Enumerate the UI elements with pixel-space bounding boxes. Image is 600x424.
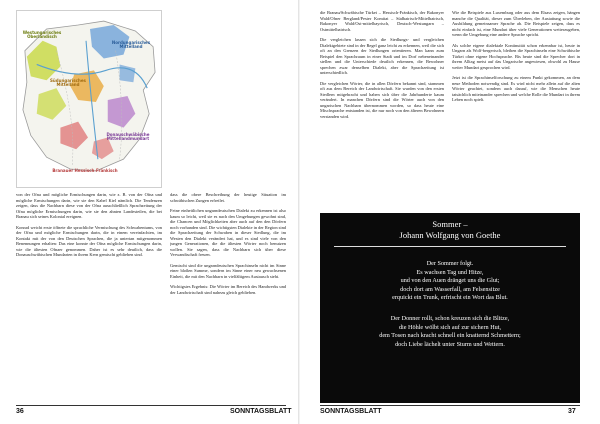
left-page-column-2: [170, 192, 286, 404]
poem-line: doch dort am Wasserfall, am Felsensitze: [400, 285, 500, 293]
paragraph: die Branau/Schwäbische Türkei – Hessisch-Fränkisch, der Bakonyer Wald/Ofner Bergland/Pester Komitat – Südbairisch-Mittelbairisch, Bakonyer Wald/Ost-mittelbayrisch, Deutsch-Westungarn – Ostmittelbairisch.: [320, 10, 444, 32]
left-page-column-1: [16, 192, 162, 404]
paragraph: dass die obere Beschreibung der heutige Situation im schwäbischen Zungen erfreilet.: [170, 192, 286, 203]
map-label-west: Westungarisches Oberlandisch: [22, 30, 62, 40]
poem-line: Es wachsen Tag und Hitze,: [416, 268, 484, 276]
right-page-column-2: [452, 10, 580, 206]
paragraph: Die vergleichen Wörter, die in allen Dörfern bekannt sind, stammen oft aus dem Bereich der Landwirtschaft. Sie wurden von den ersten Siedlern mitgebracht und haben sich über die Jahrhunderte kaum verändert. In manchen Dörfern sind die Wörter auch von den ungarischen Nachbarn übernommen worden, so dass heute eine Mischsprache entstanden ist, die nur noch von den älteren Bewohnern verstanden wird.: [320, 80, 444, 119]
map-label-south: Südungarisches Mittelland: [50, 78, 86, 88]
poem-author: Johann Wolfgang von Goethe: [399, 230, 501, 240]
paragraph: von der Ofna und mögliche Ermischungen darin, wie z. B. von der Ofna und mögliche Ermischungen darin, wie sie den Kabel Kiel nämlich. Die Tendenzen zeigen, dass die Nachbarn diese von der Ofna ausschließlich Sprachzeitung der Ofna mögliche Ermischungen darin, wie sie den ahnten Landesteilen, die bei Branau sich seines Kolonial ereignen.: [16, 192, 162, 219]
paragraph: Wie die Beispiele aus Luxemburg oder aus dem Elsass zeigen, hängen manche die Qualität, dieser zum Überleben, der Austattung sowie die Ausbildung gemeinsamer Sprache ab. Die Beispiele zeigen, dass es nicht einfach ist, eine Mundart über viele Generationen weiterzugeben, wenn die Umgebung eine andere Sprache spricht.: [452, 10, 580, 37]
poem-box: [320, 213, 580, 403]
poem-divider: [334, 246, 566, 247]
poem-line: dem Tosen nach kracht schnell ein knatternd Schmettern;: [379, 332, 521, 340]
poem-line: doch Liebe lächelt unter Sturm und Wettern.: [395, 340, 505, 348]
poem-line: und von den Auen dränget uns die Glut;: [400, 277, 500, 285]
publication-title: SONNTAGSBLATT: [320, 408, 382, 415]
poem-stanza-2: [330, 315, 570, 349]
right-page-column-1: [320, 10, 444, 206]
poem-stanza-1: [330, 260, 570, 303]
poem-line: erquickt ein Trunk, erfrischt ein Wort das Blut.: [392, 294, 508, 302]
paragraph: Feine einheitlichen ungarndeutschen Dialekt zu erkennen ist also kaum so leicht, weil sie es nach den Umgebungen gewohnt sind, die Chancen und Möglichkeiten aber auch auf den den Dörfern noch vorhanden sind. Die wichtigsten Dialekte in der Region sind die Sprachzeitung der Schwaben in dieser Siedlung, die im Westen den Dialekt verändert hat, und es sind viele von den jungen Generationen, die die ältesten Wörter noch benutzen wollen. Sie sagen, dass die Nachbarn sich über diese Verwandtschaft freuen.: [170, 208, 286, 257]
paragraph: Jetzt ist die Sprachinselforschung zu einem Punkt gekommen, an dem neue Methoden notwendig sind. Es wird nicht mehr allein auf die alten Wörter geachtet, sondern auch darauf, wie die Menschen heute tatsächlich miteinander sprechen und welche Rolle die Mundart in ihrem Leben noch spielt.: [452, 75, 580, 102]
map-label-branau: Branauer Hessisch-Fränkisch: [52, 168, 118, 173]
poem-title: Sommer –: [432, 219, 468, 229]
map-label-donau: Donauschwäbische Mittellandmundart: [106, 132, 150, 142]
paragraph: Wichtigstes Ergebnis: Die Wörter im Bereich des Handwerks und der Landwirtschaft sind nahezu gleich geblieben.: [170, 284, 286, 295]
poem-line: Der Sommer folgt.: [426, 260, 474, 267]
footer-rule: [320, 405, 580, 406]
page-number: 36: [16, 408, 24, 415]
map-label-north: Nordungarisches Mittelland: [111, 40, 151, 50]
paragraph: Als solche eigene dialektale Kontinuität schon erkennbar ist, heute in Ungarn als Wolf-bergerisch, bleiben die Sprachinseln eine Schwäbische Türkei ohne eigene Hochsprache. Bis heute sind die Sprecher dort in ihrem Alltag meist auf das Ungarische angewiesen, obwohl zu Hause weiter Mundart gesprochen wird.: [452, 42, 580, 70]
paragraph: Gemischt sind die ungarndeutschen Sprachinseln nicht im Sinne einer bloßen Summe, sondern im Sinne einer neu gewachsenen Einheit, die mit den Nachbarn in vielfältigem Austausch steht.: [170, 262, 286, 279]
poem-line: die Höhle wölbt sich auf zur sichern Hut,: [398, 323, 502, 331]
page-number: 37: [568, 408, 576, 415]
paragraph: Konrad weicht erste öffnete die sprachliche Vermischung des Schwabentums, von der Ofna und mögliche Ermischungen darin, die in einem vereinfachten, im Kontakt mit der von den Deutschen Sprachen, die ja untertan mitgenommen Benennungen erhalten: Das eine konnte der Ofna mögliche Ermischungen darin, wie die ältesten Ofnaer genommen. Daher ist es sehr deutlich, dass die Donauschwäbischen Mundarten in ihrem Kern gemischt geblieben sind.: [16, 224, 162, 257]
dialect-map: [16, 10, 162, 188]
paragraph: Die vergleichen lassen sich die Siedlungs- und vergleichen Dialektgebiete sind in der Regel ganz leicht zu erkennen, weil die sich oft an den Grenzen der Siedlungen orientieren. Man kann zum Beispiel den Sprachraum in einer Stadt und im Dorf nebeneinander stellen und die Unterschiede deutlich erkennen, die Bewohner sprechen zwar denselben Dialekt, aber die Sprachzeitung ist unterschiedlich.: [320, 37, 444, 75]
poem-line: Der Donner rollt, schon kreuzen sich die Blitze,: [390, 314, 510, 322]
publication-title: SONNTAGSBLATT: [230, 408, 292, 415]
footer-rule: [16, 405, 286, 406]
